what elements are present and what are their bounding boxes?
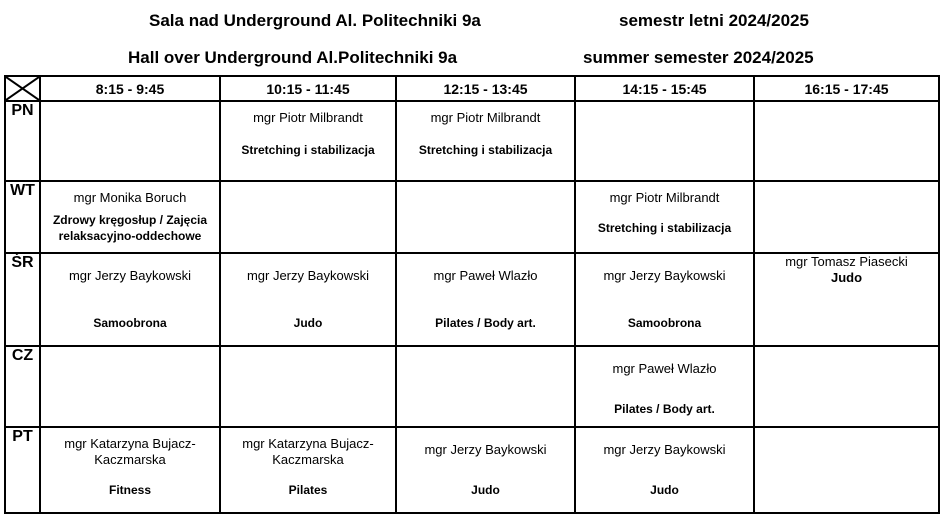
day-label-cz: CZ bbox=[5, 346, 40, 427]
teacher-name: mgr Tomasz Piasecki bbox=[785, 254, 908, 269]
slot-pt-3 bbox=[396, 427, 575, 513]
slot-wt-5 bbox=[754, 181, 939, 253]
slot-pn-2 bbox=[220, 101, 396, 181]
teacher-name: mgr Jerzy Baykowski bbox=[603, 442, 726, 457]
slot-pt-5 bbox=[754, 427, 939, 513]
time-slot-2: 10:15 - 11:45 bbox=[220, 76, 396, 101]
teacher-name: mgr Piotr Milbrandt bbox=[609, 190, 720, 205]
day-label-sr: ŚR bbox=[5, 253, 40, 346]
teacher-name: mgr Monika Boruch bbox=[73, 190, 187, 205]
slot-pt-1 bbox=[40, 427, 220, 513]
time-header-row bbox=[5, 76, 939, 101]
slot-pn-3 bbox=[396, 101, 575, 181]
semester-label-pl: semestr letni 2024/2025 bbox=[619, 11, 809, 30]
course-name: Samoobrona bbox=[93, 316, 167, 330]
course-name: Judo bbox=[650, 483, 679, 497]
teacher-name: mgr Jerzy Baykowski bbox=[603, 268, 726, 283]
course-name: Stretching i stabilizacja bbox=[597, 221, 732, 235]
day-row-wt bbox=[5, 181, 939, 253]
slot-pn-1 bbox=[40, 101, 220, 181]
course-name: Fitness bbox=[108, 483, 151, 497]
hall-title-en: Hall over Underground Al.Politechniki 9a bbox=[128, 48, 458, 67]
schedule-table bbox=[4, 75, 940, 514]
time-slot-4: 14:15 - 15:45 bbox=[575, 76, 754, 101]
course-name: Stretching i stabilizacja bbox=[418, 143, 553, 157]
course-name: Pilates / Body art. bbox=[614, 402, 715, 416]
slot-wt-4 bbox=[575, 181, 754, 253]
time-slot-1: 8:15 - 9:45 bbox=[40, 76, 220, 101]
day-row-cz bbox=[5, 346, 939, 427]
slot-cz-5 bbox=[754, 346, 939, 427]
course-name: Judo bbox=[471, 483, 500, 497]
slot-pn-5 bbox=[754, 101, 939, 181]
teacher-name: mgr Katarzyna Bujacz-Kaczmarska bbox=[242, 436, 374, 467]
teacher-name: mgr Jerzy Baykowski bbox=[68, 268, 192, 283]
teacher-name: mgr Paweł Wlazło bbox=[612, 361, 717, 376]
day-label-wt: WT bbox=[5, 181, 40, 253]
slot-sr-3 bbox=[396, 253, 575, 346]
slot-cz-1 bbox=[40, 346, 220, 427]
time-slot-5: 16:15 - 17:45 bbox=[754, 76, 939, 101]
slot-wt-3 bbox=[396, 181, 575, 253]
teacher-name: mgr Katarzyna Bujacz-Kaczmarska bbox=[64, 436, 196, 467]
slot-cz-4 bbox=[575, 346, 754, 427]
corner-cross-cell bbox=[5, 76, 40, 101]
course-name: Zdrowy kręgosłup / Zajęcia relaksacyjno-oddechowe bbox=[52, 213, 208, 243]
teacher-name: mgr Piotr Milbrandt bbox=[253, 110, 363, 125]
day-row-pt bbox=[5, 427, 939, 513]
teacher-name: mgr Paweł Wlazło bbox=[433, 268, 538, 283]
day-row-pn bbox=[5, 101, 939, 181]
slot-sr-2 bbox=[220, 253, 396, 346]
semester-label-en: summer semester 2024/2025 bbox=[583, 48, 814, 67]
course-name: Samoobrona bbox=[627, 316, 702, 330]
course-name: Judo bbox=[293, 316, 323, 330]
teacher-name: mgr Jerzy Baykowski bbox=[424, 442, 547, 457]
slot-wt-2 bbox=[220, 181, 396, 253]
slot-sr-1 bbox=[40, 253, 220, 346]
hall-title-pl: Sala nad Underground Al. Politechniki 9a bbox=[149, 11, 481, 30]
day-label-pt: PT bbox=[5, 427, 40, 513]
course-name: Pilates bbox=[288, 483, 328, 497]
slot-cz-3 bbox=[396, 346, 575, 427]
slot-pt-4 bbox=[575, 427, 754, 513]
slot-sr-5 bbox=[754, 253, 939, 346]
slot-sr-4 bbox=[575, 253, 754, 346]
day-row-sr bbox=[5, 253, 939, 346]
slot-pn-4 bbox=[575, 101, 754, 181]
teacher-name: mgr Jerzy Baykowski bbox=[246, 268, 370, 283]
slot-wt-1 bbox=[40, 181, 220, 253]
slot-pt-2 bbox=[220, 427, 396, 513]
teacher-name: mgr Piotr Milbrandt bbox=[430, 110, 541, 125]
time-slot-3: 12:15 - 13:45 bbox=[396, 76, 575, 101]
slot-cz-2 bbox=[220, 346, 396, 427]
course-name: Judo bbox=[830, 270, 863, 285]
day-label-pn: PN bbox=[5, 101, 40, 181]
course-name: Pilates / Body art. bbox=[435, 316, 536, 330]
corner-cross-icon bbox=[6, 77, 39, 100]
course-name: Stretching i stabilizacja bbox=[241, 143, 375, 157]
